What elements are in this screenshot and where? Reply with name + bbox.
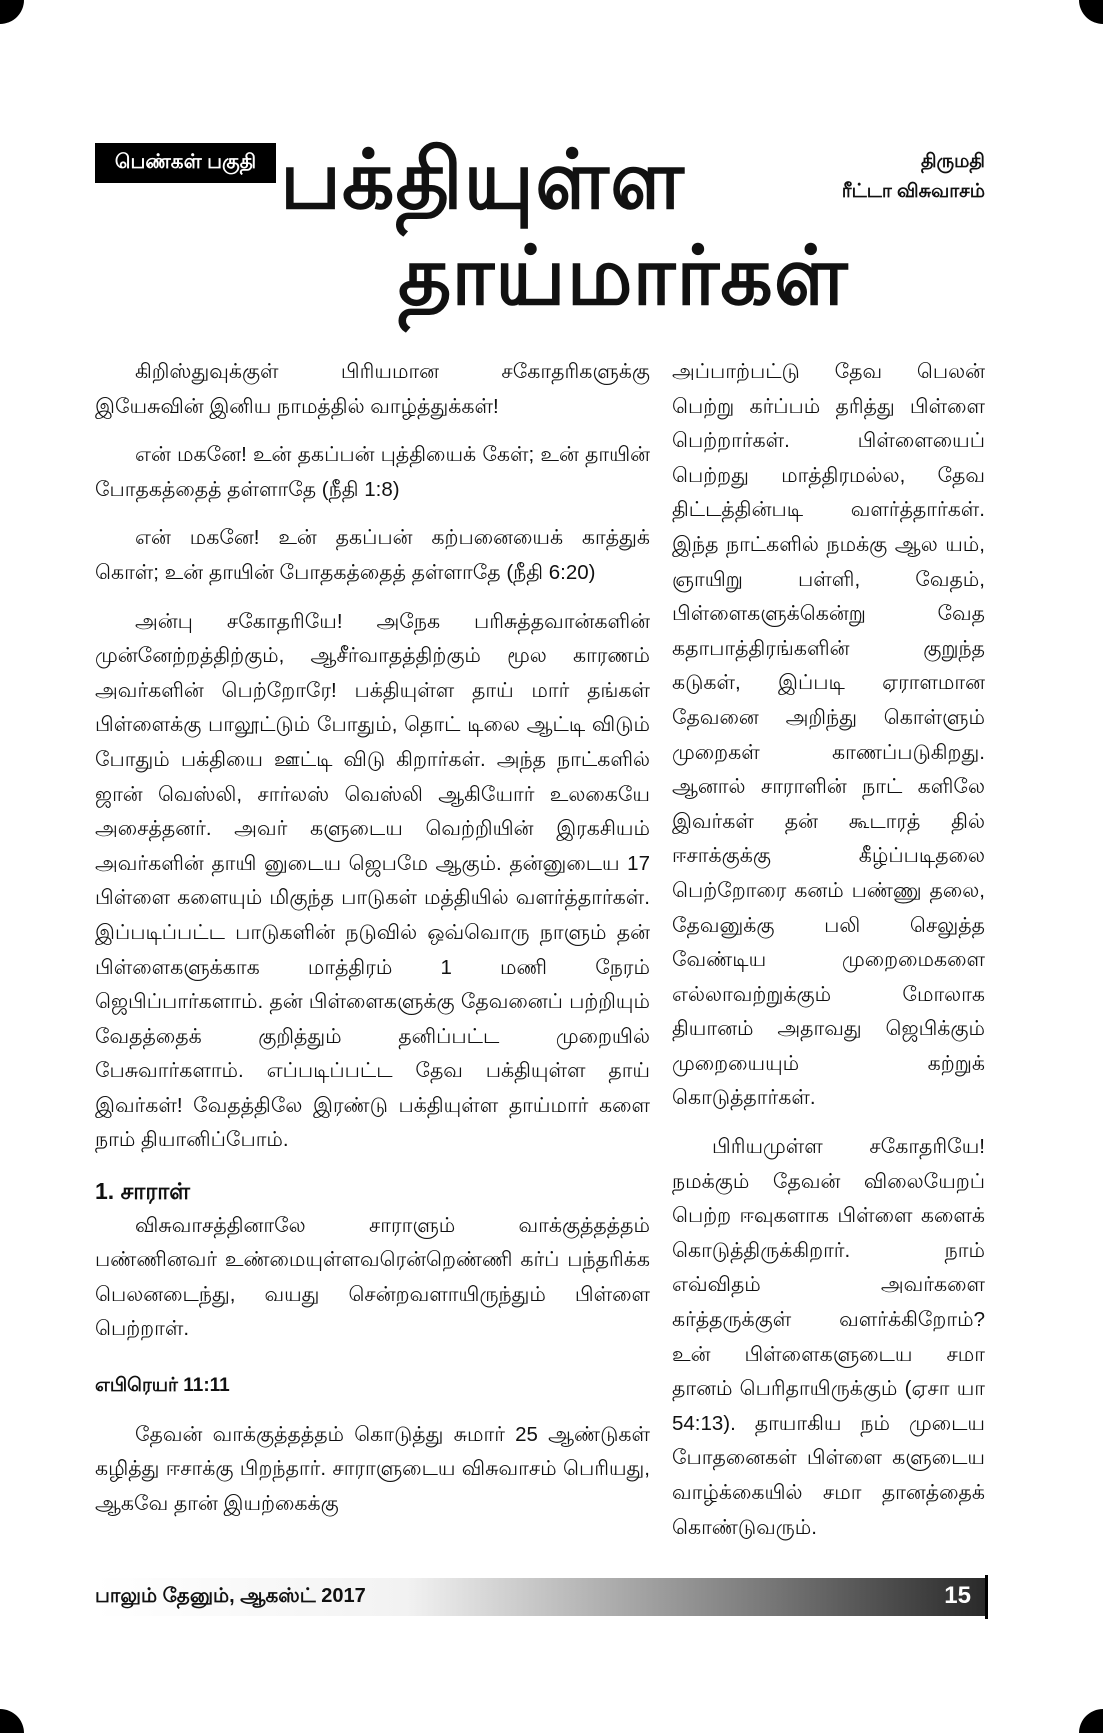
page-corner-top-left: [0, 0, 24, 24]
body-paragraph: அப்பாற்பட்டு தேவ பெலன் பெற்று கர்ப்பம் தரித்து பிள்ளை பெற்றார்கள். பிள்ளையைப் பெற்றது மாத்திரமல்ல, தேவ திட்டத்தின்படி வளர்த்தார்கள். இந்த நாட்களில் நமக்கு ஆல யம், ஞாயிறு பள்ளி, வேதம், பிள்ளைகளுக்கென்று வேத கதாபாத்திரங்களின் குறுந்த கடுகள், இப்படி ஏராளமான தேவனை அறிந்து கொள்ளும் முறைகள் காணப்படுகிறது. ஆனால் சாராளின் நாட் களிலே இவர்கள் தன் கூடாரத் தில் ஈசாக்குக்கு கீழ்ப்படிதலை பெற்றோரை கனம் பண்ணு தலை, தேவனுக்கு பலி செலுத்த வேண்டிய முறைமைகளை எல்லாவற்றுக்கும் மோலாக தியானம் அதாவது ஜெபிக்கும் முறையையும் கற்றுக் கொடுத்தார்கள்.: [672, 360, 985, 1110]
body-paragraph: அன்பு சகோதரியே! அநேக பரிசுத்தவான்களின் முன்னேற்றத்திற்கும், ஆசீர்வாதத்திற்கும் மூல காரணம் அவர்களின் பெற்றோரே! பக்தியுள்ள தாய் மார் தங்கள் பிள்ளைக்கு பாலூட்டும் போதும், தொட் டிலை ஆட்டி விடும் போதும் பக்தியை ஊட்டி விடு கிறார்கள். அந்த நாட்களில் ஜான் வெஸ்லி, சார்லஸ் வெஸ்லி ஆகியோர் உலகையே அசைத்தனர். அவர் களுடைய வெற்றியின் இரகசியம் அவர்களின் தாயி னுடைய ஜெபமே ஆகும். தன்னுடைய 17 பிள்ளை களையும் மிகுந்த பாடுகள் மத்தியில் வளர்த்தார்கள். இப்படிப்பட்ட பாடுகளின் நடுவில் ஒவ்வொரு நாளும் தன் பிள்ளைகளுக்காக மாத்திரம் 1 மணி நேரம் ஜெபிப்பார்களாம். தன் பிள்ளைகளுக்கு தேவனைப் பற்றியும் வேதத்தைக் குறித்தும் தனிப்பட்ட முறையில் பேசுவார்களாம். எப்படிப்பட்ட தேவ பக்தியுள்ள தாய் இவர்கள்! வேதத்திலே இரண்டு பக்தியுள்ள தாய்மார் களை நாம் தியானிப்போம்.: [95, 609, 650, 1152]
verse-quote-1: என் மகனே! உன் தகப்பன் புத்தியைக் கேள்; உன் தாயின் போதகத்தைத் தள்ளாதே (நீதி 1:8): [95, 443, 650, 501]
scripture-reference: எபிரெயர் 11:11: [95, 1375, 230, 1397]
article-title-line-1: பக்தியுள்ள: [280, 133, 685, 228]
author-title: திருமதி: [920, 151, 985, 172]
publication-name: பாலும் தேனும், ஆகஸ்ட் 2017: [95, 1585, 366, 1607]
left-column: [95, 355, 650, 1521]
footer-divider: [985, 1575, 988, 1619]
body-paragraph: பிரியமுள்ள சகோதரியே! நமக்கும் தேவன் விலையேறப் பெற்ற ஈவுகளாக பிள்ளை களைக் கொடுத்திருக்கிறார். நாம் எவ்விதம் அவர்களை கர்த்தருக்குள் வளர்க்கிறோம்? உன் பிள்ளைகளுடைய சமா தானம் பெரிதாயிருக்கும் (ஏசா யா 54:13). தாயாகிய நம் முடைய போதனைகள் பிள்ளை களுடைய வாழ்க்கையில் சமா தானத்தைக் கொண்டுவரும்.: [672, 1135, 985, 1539]
right-column: [672, 355, 985, 1545]
greeting-paragraph: கிறிஸ்துவுக்குள் பிரியமான சகோதரிகளுக்கு இயேசுவின் இனிய நாமத்தில் வாழ்த்துக்கள்!: [95, 360, 650, 418]
page-corner-bottom-left: [0, 1709, 24, 1733]
body-paragraph: விசுவாசத்தினாலே சாராளும் வாக்குத்தத்தம் பண்ணினவர் உண்மையுள்ளவரென்றெண்ணி கர்ப் பந்தரிக்க பெலனடைந்து, வயது சென்றவளாயிருந்தும் பிள்ளை பெற்றாள்.: [95, 1213, 650, 1341]
page-corner-top-right: [1079, 0, 1103, 24]
author-name: ரீட்டா விசுவாசம்: [841, 181, 985, 202]
section-heading-sarah: 1. சாராள்: [95, 1178, 190, 1205]
page-footer: [95, 1578, 985, 1616]
article-title-line-2: தாய்மார்கள்: [398, 229, 849, 324]
page-number: 15: [944, 1582, 971, 1609]
body-paragraph: தேவன் வாக்குத்தத்தம் கொடுத்து சுமார் 25 ஆண்டுகள் கழித்து ஈசாக்கு பிறந்தார். சாராளுடைய விசுவாசம் பெரியது, ஆகவே தான் இயற்கைக்கு: [95, 1422, 650, 1515]
section-tag: பெண்கள் பகுதி: [95, 143, 276, 183]
page-corner-bottom-right: [1079, 1709, 1103, 1733]
verse-quote-2: என் மகனே! உன் தகப்பன் கற்பனையைக் காத்துக் கொள்; உன் தாயின் போதகத்தைத் தள்ளாதே (நீதி 6:20): [95, 526, 650, 584]
author-block: [842, 147, 985, 207]
